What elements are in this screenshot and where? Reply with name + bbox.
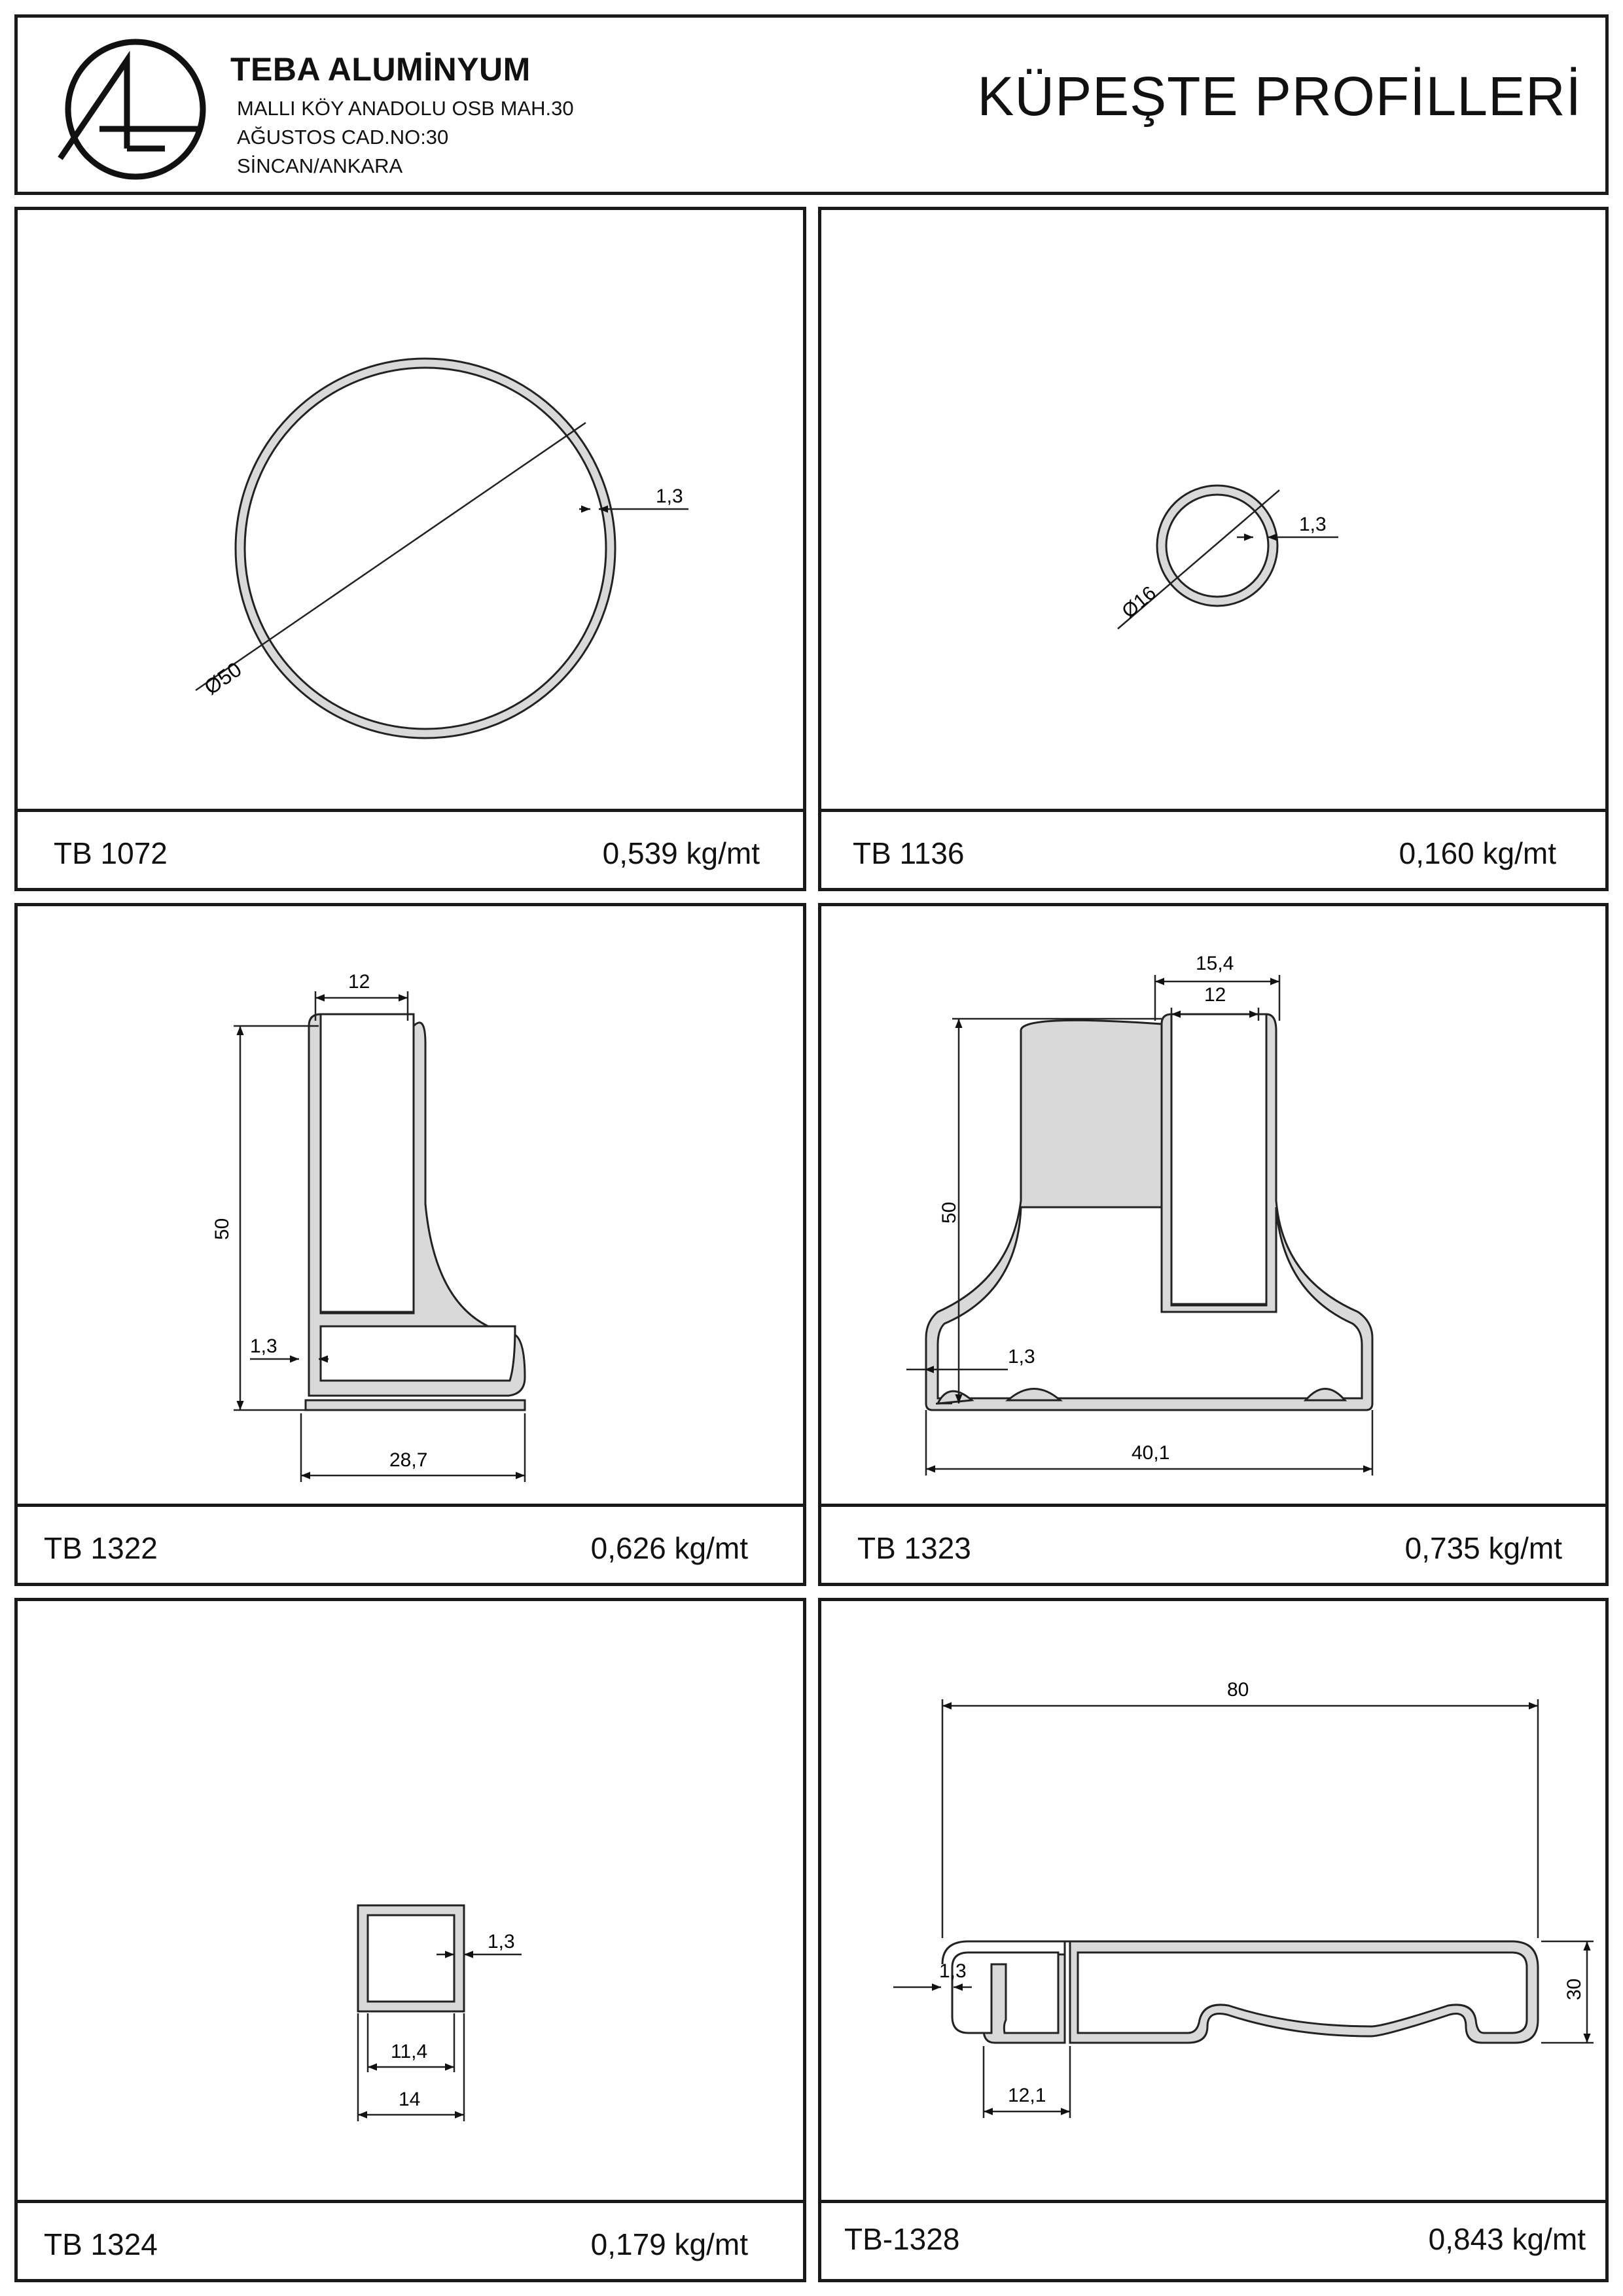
diameter-label: Ø16	[1118, 582, 1160, 623]
height-label: 30	[1563, 1978, 1585, 2000]
profile-code: TB 1072	[54, 836, 168, 870]
address-line-3: SİNCAN/ANKARA	[237, 154, 403, 177]
inner-width-label: 11,4	[391, 2041, 428, 2062]
company-name: TEBA ALUMİNYUM	[230, 51, 531, 88]
profile-footer	[821, 1504, 1605, 1583]
wall-thickness-label: 1,3	[1299, 514, 1327, 535]
profile-footer	[18, 809, 803, 888]
profile-drawing-tb1323	[821, 906, 1605, 1507]
height-label: 50	[211, 1218, 233, 1240]
wall-thickness-label: 1,3	[488, 1931, 515, 1952]
height-label: 50	[938, 1201, 960, 1224]
document-title: KÜPEŞTE PROFİLLERİ	[977, 65, 1582, 127]
profile-code: TB 1322	[44, 1531, 158, 1565]
wall-thickness-label: 1,3	[939, 1960, 967, 1982]
top-outer-width-label: 15,4	[1196, 953, 1234, 974]
profile-weight: 0,539 kg/mt	[602, 836, 760, 870]
outer-width-label: 14	[399, 2089, 421, 2110]
profile-footer	[18, 1504, 803, 1583]
gap-width-label: 12,1	[1008, 2085, 1046, 2106]
profile-drawing-tb1136	[821, 210, 1605, 812]
top-inner-width-label: 12	[1204, 984, 1226, 1006]
address-line-1: MALLI KÖY ANADOLU OSB MAH.30	[237, 97, 574, 120]
wall-thickness-label: 1,3	[656, 486, 683, 507]
width-label: 80	[1227, 1679, 1249, 1701]
profile-drawing-tb1322	[18, 906, 803, 1507]
profile-weight: 0,843 kg/mt	[1428, 2222, 1586, 2256]
profile-weight: 0,179 kg/mt	[590, 2227, 748, 2261]
profile-footer	[821, 2200, 1605, 2279]
title-block	[14, 14, 1609, 195]
wall-thickness-label: 1,3	[1008, 1346, 1035, 1368]
profile-footer	[18, 2200, 803, 2279]
profile-code: TB 1136	[853, 836, 965, 870]
profile-footer	[821, 809, 1605, 888]
width-label: 40,1	[1132, 1442, 1170, 1464]
diameter-label: Ø50	[200, 657, 246, 699]
top-width-label: 12	[348, 971, 370, 993]
profile-panel-tb1328	[818, 1598, 1609, 2282]
profile-drawing-tb1324	[18, 1601, 803, 2203]
profile-code: TB 1323	[857, 1531, 971, 1565]
address-line-2: AĞUSTOS CAD.NO:30	[237, 126, 449, 149]
profile-code: TB 1324	[44, 2227, 158, 2261]
profile-drawing-tb1072	[18, 210, 803, 812]
profile-weight: 0,160 kg/mt	[1399, 836, 1556, 870]
company-logo	[54, 31, 217, 194]
profile-weight: 0,626 kg/mt	[590, 1531, 748, 1565]
profile-drawing-tb1328	[821, 1601, 1605, 2203]
width-label: 28,7	[389, 1449, 428, 1471]
wall-thickness-label: 1,3	[250, 1335, 277, 1357]
profile-code: TB-1328	[844, 2222, 960, 2256]
profile-weight: 0,735 kg/mt	[1404, 1531, 1562, 1565]
profile-panel-tb1072	[14, 207, 806, 891]
profile-panel-tb1322	[14, 903, 806, 1586]
profile-panel-tb1136	[818, 207, 1609, 891]
profile-panel-tb1323	[818, 903, 1609, 1586]
profile-panel-tb1324	[14, 1598, 806, 2282]
